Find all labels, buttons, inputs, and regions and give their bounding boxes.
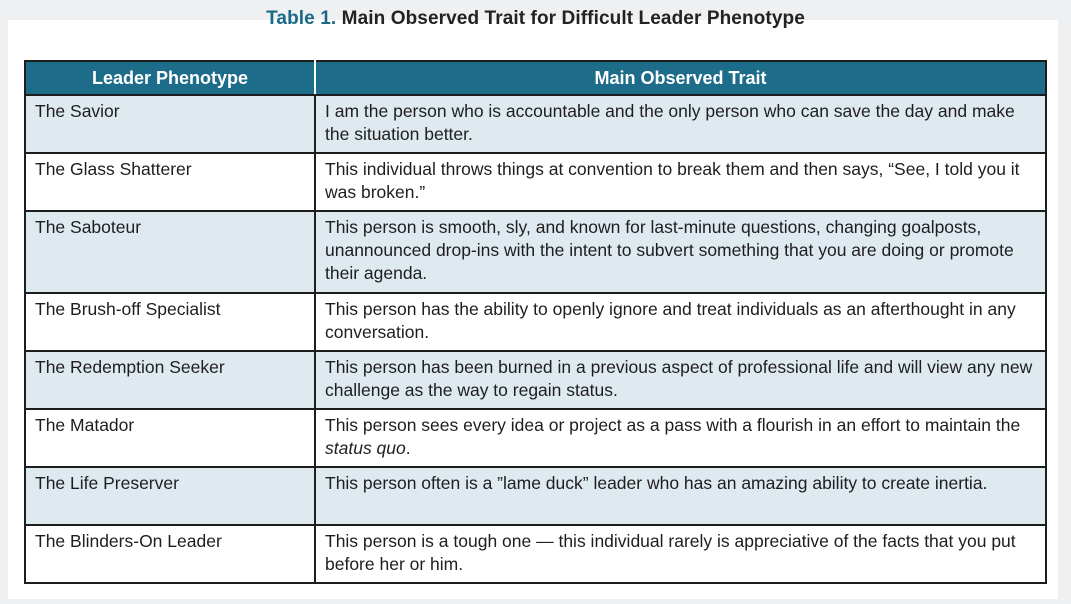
phenotype-cell: The Brush-off Specialist bbox=[25, 293, 315, 351]
trait-suffix: . bbox=[405, 438, 411, 458]
trait-cell: I am the person who is accountable and the only person who can save the day and make the situation better. bbox=[315, 95, 1046, 153]
table-row bbox=[25, 409, 1046, 467]
trait-cell: This person is a tough one — this individual rarely is appreciative of the facts that you put before her or him. bbox=[315, 525, 1046, 583]
trait-cell: This person has the ability to openly ignore and treat individuals as an afterthought in any conversation. bbox=[315, 293, 1046, 351]
phenotype-cell: The Redemption Seeker bbox=[25, 351, 315, 409]
trait-cell: This person is smooth, sly, and known for last-minute questions, changing goalposts, unannounced drop-ins with the intent to subvert something that you are doing or promote their agenda. bbox=[315, 211, 1046, 293]
table-row bbox=[25, 153, 1046, 211]
trait-cell: This person has been burned in a previous aspect of professional life and will view any new challenge as the way to regain status. bbox=[315, 351, 1046, 409]
header-main-observed-trait: Main Observed Trait bbox=[315, 61, 1046, 95]
table-header-row bbox=[25, 61, 1046, 95]
table-row bbox=[25, 525, 1046, 583]
caption-label: Table 1. bbox=[266, 8, 337, 29]
phenotype-cell: The Blinders-On Leader bbox=[25, 525, 315, 583]
table-row bbox=[25, 467, 1046, 525]
phenotype-cell: The Saboteur bbox=[25, 211, 315, 293]
trait-text: This person sees every idea or project as a pass with a flourish in an effort to maintain the bbox=[325, 415, 1021, 435]
table-row bbox=[25, 211, 1046, 293]
phenotype-cell: The Life Preserver bbox=[25, 467, 315, 525]
trait-cell: This individual throws things at convention to break them and then says, “See, I told you it was broken.” bbox=[315, 153, 1046, 211]
caption-title: Main Observed Trait for Difficult Leader Phenotype bbox=[341, 8, 805, 29]
header-leader-phenotype: Leader Phenotype bbox=[25, 61, 315, 95]
table-caption bbox=[0, 8, 1071, 30]
table-row bbox=[25, 293, 1046, 351]
leader-phenotype-table bbox=[24, 60, 1047, 584]
table-row bbox=[25, 95, 1046, 153]
trait-emphasis: status quo bbox=[325, 438, 406, 458]
phenotype-cell: The Glass Shatterer bbox=[25, 153, 315, 211]
trait-cell bbox=[315, 409, 1046, 467]
phenotype-cell: The Savior bbox=[25, 95, 315, 153]
phenotype-cell: The Matador bbox=[25, 409, 315, 467]
table-row bbox=[25, 351, 1046, 409]
trait-cell: This person often is a ”lame duck” leader who has an amazing ability to create inertia. bbox=[315, 467, 1046, 525]
